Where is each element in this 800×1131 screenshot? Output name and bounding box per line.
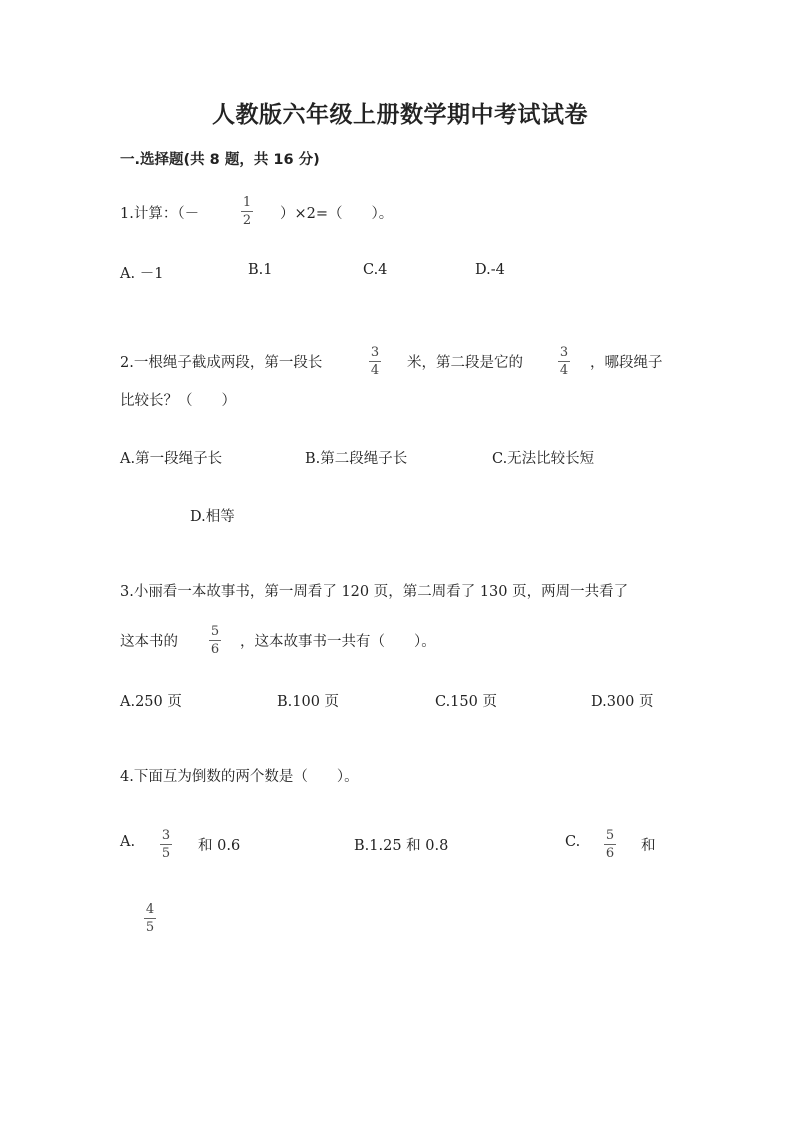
fraction-denominator: 6 <box>605 846 615 861</box>
fraction-numerator: 3 <box>161 828 171 843</box>
q1-option-d: D.-4 <box>475 262 505 278</box>
q2-option-a: A.第一段绳子长 <box>120 451 223 467</box>
q2-option-d: D.相等 <box>190 509 235 525</box>
fraction-denominator: 5 <box>161 846 171 861</box>
fraction-denominator: 4 <box>370 363 380 378</box>
q1-option-b: B.1 <box>248 262 273 278</box>
fraction-bar <box>209 640 221 641</box>
fraction-numerator: 3 <box>559 345 569 360</box>
q3-option-c: C.150 页 <box>435 694 497 710</box>
q2-fraction-1 <box>369 345 381 378</box>
fraction-bar <box>369 361 381 362</box>
q1-stem-start: 1.计算：（－ <box>120 206 200 222</box>
fraction-numerator: 5 <box>605 828 615 843</box>
fraction-bar <box>241 211 253 212</box>
q4-option-c-label: C. <box>565 834 581 850</box>
fraction-numerator: 4 <box>145 902 155 917</box>
q4-stem: 4.下面互为倒数的两个数是（ ）。 <box>120 769 359 785</box>
q4-option-a-text: 和 0.6 <box>198 838 241 854</box>
q1-option-a: A. －1 <box>120 266 164 282</box>
q3-option-b: B.100 页 <box>277 694 340 710</box>
q4-option-c-text: 和 <box>641 838 656 854</box>
fraction-bar <box>604 844 616 845</box>
q4-option-b: B.1.25 和 0.8 <box>354 838 449 854</box>
q3-stem-start: 这本书的 <box>120 634 178 650</box>
page-title: 人教版六年级上册数学期中考试试卷 <box>212 102 588 128</box>
fraction-denominator: 4 <box>559 363 569 378</box>
fraction-numerator: 3 <box>370 345 380 360</box>
fraction-bar <box>144 918 156 919</box>
q2-stem-middle: 米，第二段是它的 <box>407 355 523 371</box>
q3-option-a: A.250 页 <box>120 694 182 710</box>
q4-option-a-label: A. <box>120 834 136 850</box>
q2-stem-start: 2.一根绳子截成两段，第一段长 <box>120 355 323 371</box>
q3-fraction <box>209 624 221 657</box>
q2-fraction-2 <box>558 345 570 378</box>
fraction-bar <box>160 844 172 845</box>
q4-option-a-fraction <box>160 828 172 861</box>
q3-option-d: D.300 页 <box>591 694 654 710</box>
q1-stem-end: ）×2=（ ）。 <box>280 206 394 222</box>
section-heading: 一.选择题(共 8 题，共 16 分) <box>120 152 320 168</box>
q2-stem-line2: 比较长？（ ） <box>120 393 236 409</box>
fraction-denominator: 5 <box>145 920 155 935</box>
fraction-denominator: 6 <box>210 642 220 657</box>
q2-option-c: C.无法比较长短 <box>492 451 595 467</box>
q2-stem-end: ，哪段绳子 <box>590 355 663 371</box>
q4-option-c-fraction-2 <box>144 902 156 935</box>
fraction-bar <box>558 361 570 362</box>
q3-stem-end: ，这本故事书一共有（ ）。 <box>240 634 436 650</box>
fraction-numerator: 5 <box>210 624 220 639</box>
fraction-numerator: 1 <box>242 195 252 210</box>
q1-fraction <box>241 195 253 228</box>
q4-option-c-fraction <box>604 828 616 861</box>
fraction-denominator: 2 <box>242 213 252 228</box>
q2-option-b: B.第二段绳子长 <box>305 451 408 467</box>
q3-stem-line1: 3.小丽看一本故事书，第一周看了 120 页，第二周看了 130 页，两周一共看了 <box>120 584 629 600</box>
q1-option-c: C.4 <box>363 262 388 278</box>
